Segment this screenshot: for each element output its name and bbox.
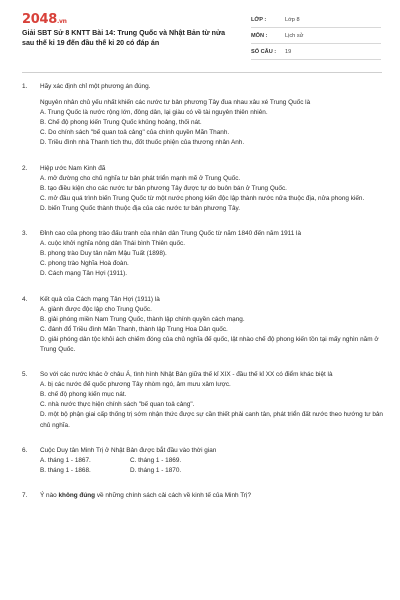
answer-option[interactable]: D. Cách mạng Tân Hợi (1911). (40, 270, 128, 278)
answer-option[interactable]: C. Do chính sách "bế quan toả cảng" của chính quyền Mãn Thanh. (40, 129, 230, 137)
answer-option[interactable]: D. giải phóng dân tộc khỏi ách chiếm đóng của chủ nghĩa đế quốc, lật nhào chế độ phong kiến tồn tại mấy nghìn năm ở Trung Quốc. (40, 335, 379, 353)
question-number: 5. (22, 371, 28, 379)
answer-option[interactable]: B. Chế độ phong kiến Trung Quốc khủng hoảng, thối nát. (40, 119, 202, 127)
question-stem: Kết quả của Cách mạng Tân Hợi (1911) là (40, 295, 160, 303)
answer-option[interactable]: B. tạo điều kiện cho các nước tư bản phương Tây được tự do buôn bán ở Trung Quốc. (40, 184, 287, 192)
answer-option[interactable]: A. tháng 1 - 1867. (40, 456, 91, 464)
emphasis-text: không đúng (58, 491, 96, 499)
question-item (22, 164, 387, 214)
question-item (22, 295, 387, 356)
question-stem: Ý nào không đúng về những chính sách cải cách về kinh tế của Minh Trị? (40, 491, 252, 499)
question-item (22, 370, 387, 431)
question-stem: Cuộc Duy tân Minh Trị ở Nhật Bản được bắt đầu vào thời gian (40, 446, 217, 454)
answer-option[interactable]: B. tháng 1 - 1868. (40, 466, 91, 474)
question-number: 3. (22, 230, 28, 238)
header-divider (22, 72, 382, 73)
document-header (0, 0, 400, 68)
answer-option[interactable]: C. đánh đổ Triều đình Mãn Thanh, thành lập Trung Hoa Dân quốc. (40, 325, 228, 333)
answer-option[interactable]: A. Trung Quốc là nước rộng lớn, đông dân, lại giàu có về tài nguyên thiên nhiên. (40, 109, 268, 117)
question-stem: So với các nước khác ở châu Á, tình hình Nhật Bản giữa thế kỉ XIX - đầu thế kỉ XX có điểm khác biệt là (40, 371, 333, 379)
answer-option[interactable]: C. phong trào Nghĩa Hoà đoàn. (40, 260, 129, 268)
answer-option[interactable]: C. nhà nước thực hiện chính sách "bế quan toả cảng". (40, 401, 195, 409)
answer-option[interactable]: D. tháng 1 - 1870. (130, 466, 182, 474)
meta-row-count: SỐ CÂU : 19 (251, 44, 381, 60)
document-meta (251, 12, 381, 60)
answer-option[interactable]: A. giành được độc lập cho Trung Quốc. (40, 305, 152, 313)
question-paragraph: Nguyên nhân chủ yếu nhất khiến các nước tư bản phương Tây đua nhau xâu xé Trung Quốc là (40, 99, 311, 107)
question-number: 7. (22, 491, 28, 499)
answer-option[interactable]: A. mở đường cho chủ nghĩa tư bản phát triển mạnh mẽ ở Trung Quốc. (40, 174, 241, 182)
answer-option[interactable]: D. Triều đình nhà Thanh tích thu, đốt thuốc phiện của thương nhân Anh. (40, 139, 245, 147)
question-stem: Đỉnh cao của phong trào đấu tranh của nhân dân Trung Quốc từ năm 1840 đến năm 1911 là (40, 230, 302, 238)
meta-row-grade: LỚP : Lớp 8 (251, 12, 381, 28)
answer-option[interactable]: A. bị các nước đế quốc phương Tây nhòm ngó, âm mưu xâm lược. (40, 381, 231, 389)
answer-option[interactable]: C. mở đầu quá trình biến Trung Quốc từ một nước phong kiến độc lập thành nước nửa thuộc địa, nửa phong kiến. (40, 194, 365, 202)
question-number: 4. (22, 295, 28, 303)
answer-option[interactable]: B. phong trào Duy tân năm Mậu Tuất (1898). (40, 250, 167, 258)
answer-option[interactable]: C. tháng 1 - 1869. (130, 456, 182, 464)
question-number: 6. (22, 446, 28, 454)
question-number: 1. (22, 83, 28, 90)
question-number: 2. (22, 164, 28, 172)
question-item (22, 82, 387, 149)
site-logo[interactable]: 2048.vn (22, 12, 67, 27)
question-stem: Hiệp ước Nam Kinh đã (40, 164, 106, 172)
meta-row-subject: MÔN : Lịch sử (251, 28, 381, 44)
question-stem: Hãy xác định chỉ một phương án đúng. (40, 83, 151, 90)
document-title: Giải SBT Sử 8 KNTT Bài 14: Trung Quốc và Nhật Bản từ nửa sau thế kỉ 19 đến đầu thế kỉ 20 có đáp án (22, 29, 226, 47)
answer-options-grid (40, 456, 387, 476)
answer-option[interactable]: B. chế độ phong kiến mục nát. (40, 391, 127, 399)
answer-option[interactable]: B. giải phóng miền Nam Trung Quốc, thành lập chính quyền cách mạng. (40, 315, 245, 323)
answer-option[interactable]: D. một bộ phận giai cấp thống trị sớm nhận thức được sự cần thiết phải canh tân, phát triển đất nước theo hướng tư bản chủ nghĩa. (40, 411, 383, 429)
question-item (22, 229, 387, 279)
answer-option[interactable]: A. cuộc khởi nghĩa nông dân Thái bình Thiên quốc. (40, 240, 186, 248)
question-list (22, 82, 387, 516)
answer-option[interactable]: D. biến Trung Quốc thành thuộc địa của các nước tư bản phương Tây. (40, 204, 241, 212)
question-item (22, 446, 387, 476)
question-item (22, 491, 387, 501)
